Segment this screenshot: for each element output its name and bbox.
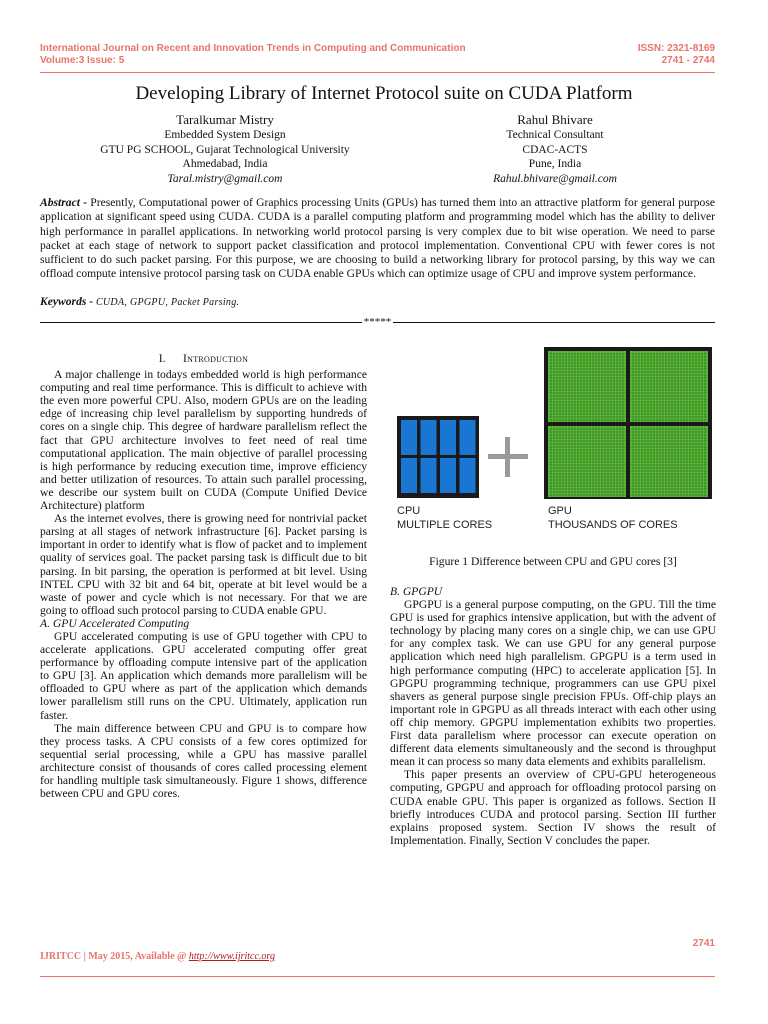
journal-issn-block	[638, 43, 715, 67]
gpu-sublabel: THOUSANDS OF CORES	[548, 519, 678, 531]
cpu-core	[460, 458, 476, 493]
cpu-core	[401, 420, 417, 455]
author-1-location: Ahmedabad, India	[182, 158, 268, 170]
journal-pages: 2741 - 2744	[661, 55, 715, 66]
section-separator	[40, 318, 715, 326]
cpu-label: CPU	[397, 505, 421, 517]
cpu-sublabel: MULTIPLE CORES	[397, 519, 493, 531]
journal-volume: Volume:3 Issue: 5	[40, 55, 125, 66]
right-column	[390, 585, 716, 847]
abstract-label: Abstract -	[40, 196, 88, 209]
paragraph: GPU accelerated computing is use of GPU together with CPU to accelerate applications. GPU accelerated computing offer great performance by offloading compute intensive part of the application to GPU [3]. An application which demands more parallelism will be offloaded to GPU where as part of the application which demands lower parallelism still runs on the CPU. Ultimately, application run faster.	[40, 629, 367, 722]
author-1	[60, 112, 390, 186]
abstract-text: Presently, Computational power of Graphics processing Units (GPUs) has turned them into an attractive platform for general purpose application at significant speed using CUDA. CUDA is a parallel computing platform and programming model which has the ability to deliver high performance in parallel applications. In networking world protocol parsing is very complex due to bit wise operation. We need to parse packet at each stage of network to support packet classification and protocol implementation. Conventional CPU with fewer cores is not sufficient to do such packet parsing. For this purpose, we are choosing to build a networking library for protocol parsing, by this way we can offload compute intensive protocol parsing task on CUDA enable GPUs which can optimize usage of CPU and improve system performance.	[40, 196, 715, 281]
paragraph: A major challenge in todays embedded world is high performance computing and real time performance. This is difficult to achieve with the even more powerful CPU. Also, modern GPUs are on the leading edge of increasing chip level parallelism by supporting hundreds of cores on a single chip. This degree of hardware parallelism reflect the fact that GPU architecture involves to feet need of real time computational application. The main objective of parallel processing is high performance by reducing execution time, improve efficiency and better utilization of resources. To attain such parallel processing, we describe our system built on CUDA (Compute Unified Device Architecture) platform	[40, 368, 367, 513]
cpu-core	[421, 458, 437, 493]
gpu-label: GPU	[548, 505, 572, 517]
author-2-dept: Technical Consultant	[506, 129, 604, 141]
cpu-core	[460, 420, 476, 455]
keywords-label: Keywords -	[40, 295, 94, 308]
paragraph: As the internet evolves, there is growing need for nontrivial packet parsing at all stages of network infrastructure [6]. Packet parsing is important in order to identify what is flow of packet and to implement quality of services goal. The packet parsing task is difficult due to bit parsing. In bit parsing, the operation is performed at bit level. Using INTEL CPU with 32 bit and 64 bit, operate at bit level would be a waste of power and cycle which is not necessary. For that we are going to offload such protocol parsing to CUDA enable GPU.	[40, 512, 367, 617]
separator-line-right	[393, 322, 715, 323]
subsection-heading-gpu-accelerated: A. GPU Accelerated Computing	[40, 616, 190, 630]
subsection-heading-gpgpu: B. GPGPU	[390, 585, 443, 598]
section-title: Introduction	[182, 352, 249, 365]
cpu-core	[440, 420, 456, 455]
journal-header	[40, 43, 466, 67]
figure-caption: Figure 1 Difference between CPU and GPU cores [3]	[429, 555, 677, 568]
paper-title: Developing Library of Internet Protocol suite on CUDA Platform	[135, 83, 633, 104]
journal-name: International Journal on Recent and Innovation Trends in Computing and Communication	[40, 43, 466, 54]
keywords-text: CUDA, GPGPU, Packet Parsing.	[93, 297, 240, 308]
footer-link[interactable]: http://www.ijritcc.org	[188, 951, 275, 962]
footer-text: IJRITCC | May 2015, Available @	[40, 951, 189, 962]
paragraph: This paper presents an overview of CPU-GPU heterogeneous computing, GPGPU and approach for offloading protocol parsing on CUDA enable GPU. This paper is organized as follows. Section II briefly introduces CUDA and protocol parsing. Section III further explains proposed system. Section IV shows the result of Implementation. Finally, Section V concludes the paper.	[390, 768, 716, 847]
section-number: I.	[158, 352, 166, 365]
keywords	[40, 295, 239, 310]
page-number: 2741	[692, 938, 715, 949]
paragraph: GPGPU is a general purpose computing, on the GPU. Till the time GPU is used for graphics intensive application, but with the advent of technology by placing many cores on a single chip, we can use GPU for any complex task. We can use GPU for any general purpose application which need high parallelism. GPGPU is a term used in high performance computing (HPC) to accelerate application [5]. In GPGPU programming technique, programmers can use GPU pixel shavers as general purpose single precision FPUs. Off-chip plays an important role in GPGPU as all threads interact with each other using off chip memory. GPGPU implementation exhibits two properties. First data parallelism where processor can execute operation on different data elements simultaneously and the second is throughput mean it can process so many data elements and exhibits parallelism.	[390, 598, 716, 769]
cpu-core	[440, 458, 456, 493]
separator-line-left	[40, 322, 362, 323]
header-rule	[40, 72, 715, 73]
figure-cpu-gpu-cores	[393, 345, 715, 533]
cpu-core	[421, 420, 437, 455]
gpu-chip	[544, 347, 712, 499]
footer	[40, 951, 275, 962]
author-2	[430, 112, 680, 186]
paragraph: The main difference between CPU and GPU is to compare how they process tasks. A CPU consists of a few cores optimized for sequential serial processing, while a GPU has massive parallel architecture consist of thousands of cores called processing element for handling multiple task simultaneously. Figure 1 shows, difference between CPU and GPU cores.	[40, 721, 367, 801]
author-2-email: Rahul.bhivare@gmail.com	[493, 172, 617, 185]
footer-rule	[40, 976, 715, 977]
author-1-dept: Embedded System Design	[164, 129, 286, 141]
author-2-org: CDAC-ACTS	[522, 143, 588, 156]
section-heading-introduction	[40, 352, 367, 365]
author-1-name: Taralkumar Mistry	[176, 112, 274, 127]
author-1-org: GTU PG SCHOOL, Gujarat Technological University	[100, 143, 350, 156]
cpu-chip	[397, 416, 479, 498]
abstract	[40, 196, 715, 282]
plus-vertical	[505, 437, 510, 477]
left-column	[40, 352, 367, 800]
author-2-location: Pune, India	[528, 158, 582, 170]
author-2-name: Rahul Bhivare	[517, 112, 593, 127]
separator-stars: *****	[363, 316, 392, 328]
journal-issn: ISSN: 2321-8169	[637, 43, 715, 54]
author-1-email: Taral.mistry@gmail.com	[167, 172, 283, 185]
cpu-core	[401, 458, 417, 493]
